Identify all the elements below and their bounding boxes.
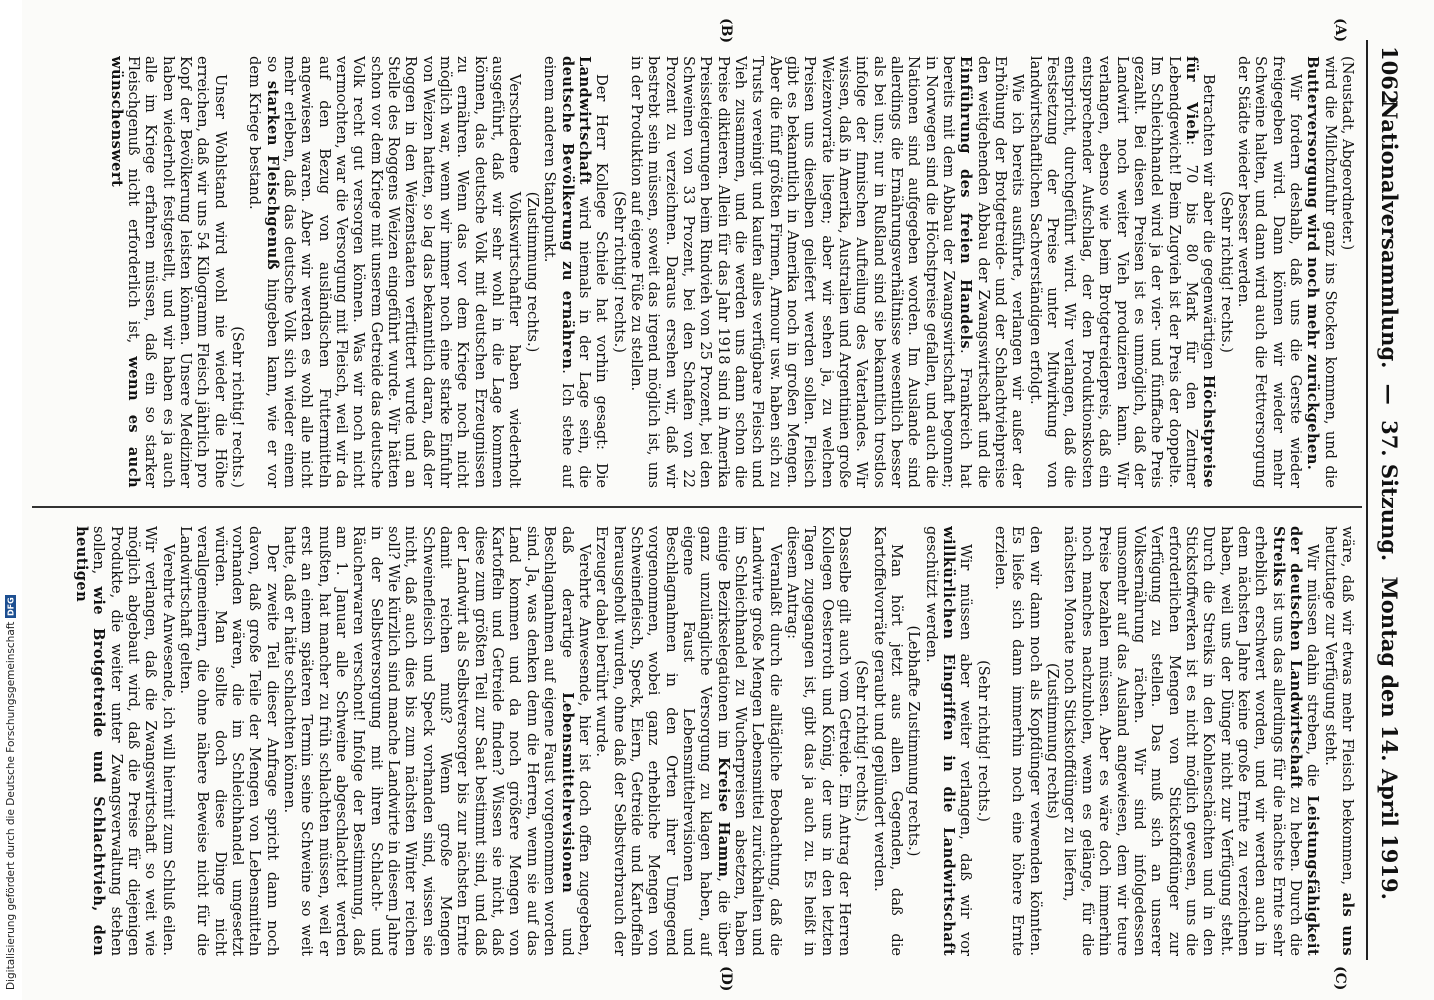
- paragraph: [107, 56, 228, 488]
- interjection: (Sehr richtig! rechts.): [229, 326, 246, 488]
- header-title-assembly: Nationalversammlung.: [1377, 100, 1402, 369]
- header-title-date: Montag den 14. April 1919.: [1377, 576, 1402, 900]
- paragraph: [281, 526, 593, 956]
- text-run: : 70 bis 80 Mark für den Zentner Lebendgewicht! Beim Zugvieh ist der Preis der doppelte. Im Schleichhandel wird ja der vier- und fünffache Preis gezahlt. Bei diesen Preisen ist es unmöglich, daß der Landwirt noch weiter Vieh produzieren kann. Wir verlangen, ebenso wie beim Brotgetreidepreis, daß ein entsprechender Aufschlag, der den Produktionskosten entspricht, durchgeführt wird. Wir verlangen, daß die Festsetzung der Preise unter Mitwirkung von landwirtschaftlichen Sachverständigen erfolgt.: [1026, 56, 1200, 488]
- text-run: geschützt werden.: [922, 526, 940, 663]
- text-run: wäre, daß wir etwas mehr Fleisch bekommen,: [1339, 526, 1356, 893]
- margin-mark-b: (B): [718, 18, 734, 44]
- interjection: (Zustimmung rechts.): [523, 191, 541, 353]
- interjection: (Lebhafte Zustimmung rechts.): [905, 625, 923, 857]
- text-run: und Beschlagnahmen auf eigene Faust vorgenommen worden sind. Ja, was denken denn die Herren, wenn sie auf das Land kommen und da noch größere Mengen von Kartoffeln und Getreide finden? Wissen sie nicht, daß diese zum größten Teil zur Saat bestimmt sind, und daß der Landwirt als Selbstversorger bis zur nächsten Ernte damit reichen muß? Wenn große Mengen Schweinefleisch und Speck vorhanden sind, wissen sie nicht, daß auch dies bis zum nächsten Winter reichen soll? Wie kürzlich sind manche Landwirte in diesem Jahre in der Selbstversorgung mit ihren Schlacht- und Räucherwaren verschont! Infolge der Bestimmung, daß am 1. Januar alle Schweine abgeschlachtet werden mußten, hat mancher zu früh schlachten müssen, weil er erst an einem späteren Termin seine Schweine so weit hatte, daß er hätte schlachten können.: [281, 526, 576, 956]
- digitization-note: [0, 10, 22, 990]
- text-run: Verehrte Anwesende, ich will hiermit zum Schluß eilen. Wir verlangen, daß die Zwangswirtschaft so weit wie möglich abgebaut wird, daß die Preise für diejenigen Produkte, die weiter unter Zwangsverwaltung stehen sollen,: [90, 526, 177, 956]
- text-run: Wir müssen dahin streben, die: [1304, 544, 1322, 796]
- page-number: 1062: [1377, 46, 1402, 105]
- interjection: (Sehr richtig! rechts.): [974, 660, 992, 822]
- interjection: (Zustimmung rechts): [1044, 663, 1062, 819]
- text-run: Wie ich bereits ausführte, verlangen wir außer der Erhöhung der Brotgetreide- und der Schlachtviehpreise den weitgehenden Abbau der Zwangswirtschaft und die: [974, 56, 1027, 488]
- margin-mark-a: (A): [1332, 18, 1348, 43]
- header-title: [1377, 40, 1402, 960]
- right-column: [36, 526, 1356, 956]
- header-dash: —: [1377, 383, 1402, 405]
- interjection: (Sehr richtig! rechts.): [853, 660, 871, 822]
- emphasis: Landwirtschaft: [575, 56, 593, 185]
- running-head: [1366, 40, 1410, 960]
- paragraph: [1321, 526, 1356, 956]
- dfg-logo: DFG: [6, 596, 16, 616]
- column-divider: [32, 506, 1362, 508]
- emphasis: willkürlichen Eingriffen in die Landwirtschaft: [940, 526, 958, 956]
- speaker-note: (Neustadt, Abgeordneter.): [1339, 56, 1356, 251]
- emphasis: wenn es auch wünschenswert: [107, 56, 142, 488]
- text-run: Der Herr Kollege Schiele hat vorhin gesagt: Die: [593, 74, 611, 488]
- text-run: Verehrte Anwesende, hier ist doch offen zugegeben, daß derartige: [558, 526, 593, 956]
- text-run: heutzutage zur Verfügung steht.: [1321, 526, 1339, 766]
- emphasis: Höchstpreise für Vieh: [1182, 56, 1218, 488]
- text-run: wird die Milchzufuhr ganz ins Stocken kommen, und die: [1321, 56, 1339, 488]
- emphasis: als uns: [1339, 892, 1356, 956]
- digitization-credit: Digitalisierung gefördert durch die Deutsche Forschungsgemeinschaft: [5, 621, 17, 990]
- emphasis: Streiks: [1269, 526, 1287, 587]
- emphasis: starken Fleischgenuß: [263, 80, 281, 271]
- text-run: . Frankreich hat bereits mit dem Abbau der Zwangswirtschaft begonnen; in Norwegen sind die Höchstpreise gefallen, und auch die Nationen sind aufgegeben worden. Im Auslande sind allerdings die Ernährungsverhältnisse wesentlich besser als bei uns; nur in Rußland sind sie bekanntlich trostlos infolge der finnischen Aufteilung des Vaterlandes. Wir wissen, daß in Amerika, Australien und Argentinien große Weizenvorräte liegen; aber wir sehen ja, zu welchen Preisen uns dieselben geliefert werden sollen. Fleisch gibt es bekanntlich in Amerika noch in großen Mengen. Aber die fünf größten Firmen, Armour usw. haben sich zu Trusts vereinigt und kaufen alles verfügbare Fleisch und Vieh zusammen, und die werden uns dann schon die Preise diktieren. Allein für das Jahr 1918 sind in Amerika Preissteigerungen beim Rindvieh von 25 Prozent, bei den Schweinen von 33 Prozent, bei den Schafen von 22 Prozent zu verzeichnen. Daraus ersehen wir, daß wir bestrebt sein müssen, soweit das irgend möglich ist, uns in der Produktion auf eigene Füße zu stellen.: [627, 56, 975, 488]
- emphasis: Lebensmittelrevisionen: [558, 692, 576, 894]
- quoted-motion: [593, 526, 784, 956]
- left-column: [36, 56, 1356, 488]
- paragraph: [541, 56, 610, 488]
- interjection: (Sehr richtig! rechts.): [1217, 191, 1235, 353]
- text-run: , die über ganz unzulängliche Versorgung zu klagen haben, auf eigene Faust Lebensmittelrevisionen und Beschlagnahmen in den Orten ihrer Umgegend vorgenommen, wobei ganz erhebliche Mengen von Schweinefleisch, Speck, Eiern, Getreide und Kartoffeln herausgeholt wurden, ohne daß der Selbstverbrauch der Erzeuger dabei berührt wurde.: [593, 526, 732, 956]
- paragraph: [246, 56, 524, 488]
- paragraph: [1304, 56, 1339, 488]
- text-run: hingeben kann, wie er vor dem Kriege bestand.: [246, 56, 281, 488]
- paragraph: [922, 526, 974, 956]
- emphasis: Leistungsfähigkeit der deutschen Landwirtschaft: [1286, 526, 1322, 956]
- paragraph: [628, 56, 1027, 488]
- margin-mark-c: (C): [1332, 966, 1348, 991]
- header-title-session: 37. Sitzung.: [1377, 420, 1402, 562]
- text-run: ist uns das allerdings für die nächste Ernte sehr erheblich erschwert worden, und wir werden auch in dem nächsten Jahre keine große Ernte zu verzeichnen haben, weil uns der Dünger nicht zur Verfügung steht. Durch die Streiks in den Kohlenschächten und in den Stickstoffwerken ist es nicht möglich gewesen, uns die erforderlichen Mengen von Stickstoffdünger zur Verfügung zu stellen. Das muß sich an unserer Volksernährung rächen. Wir sind infolgedessen umsomehr auf das Ausland angewiesen, dem wir teure Preise bezahlen müssen. Aber es wäre doch immerhin noch manches nachzuholen, wenn es gelänge, für die nächsten Monate noch Stickstoffdünger zu liefern,: [1061, 526, 1287, 956]
- text-run: Unser Wohlstand wird wohl nie wieder die Höhe erreichen, daß wir uns 54 Kilogramm Fleisch jährlich pro Kopf der Bevölkerung leisten können. Unsere Mediziner haben wiederholt festgestellt, und wir haben es ja auch alle im Kriege erfahren müssen, daß ein so starker Fleischgenuß nicht erforderlich ist,: [124, 56, 229, 488]
- digitization-sidebar: [0, 0, 22, 1000]
- text-run: Wir müssen aber weiter verlangen, daß wir vor: [957, 544, 975, 956]
- text-run: . Ich stehe auf einem anderen Standpunkt.: [541, 56, 576, 488]
- paragraph: [1061, 526, 1321, 956]
- emphasis: Einführung des freien Handels: [957, 56, 975, 350]
- emphasis: Butterversorgung wird noch mehr zurückgehen.: [1304, 56, 1322, 471]
- paragraph: [73, 526, 177, 956]
- paragraph: [1026, 56, 1217, 488]
- interjection: (Sehr richtig! rechts.): [610, 191, 628, 353]
- text-run: Betrachten wir aber die gegenwärtigen: [1200, 74, 1218, 375]
- text-run: zu heben. Durch die: [1286, 788, 1304, 956]
- paragraph: Wir fordern deshalb, daß uns die Gerste wieder freigegeben wird. Dann können wir wieder mehr Schweine halten, und dann wird auch die Fettversorgung der Städte wieder besser werden.: [1234, 56, 1304, 488]
- text-run: wird niemals in der Lage sein, die: [575, 184, 593, 488]
- header-rule: [1366, 40, 1368, 960]
- paragraph: den wir dann noch als Kopfdünger verwenden könnten. Es ließe sich dann immerhin noch eine höhere Ernte erzielen.: [992, 526, 1044, 956]
- emphasis: deutsche Bevölkerung zu ernähren: [558, 56, 576, 370]
- text-run: Verschiedene Volkswirtschaftler haben wiederholt ausgeführt, daß wir sehr wohl in die Lage kommen können, das deutsche Volk mit deutschen Erzeugnissen zu ernähren. Wenn das vor dem Kriege noch nicht möglich war, wenn wir immer noch eine starke Einfuhr von Weizen hatten, so lag das bekanntlich daran, daß der Roggen in den Weizenstaaten verfüttert wurde und an Stelle des Roggens Weizen eingeführt wurde. Wir hätten schon vor dem Kriege mit unserem Getreide das deutsche Volk recht gut versorgen können. Was wir noch nicht vermochten, war die Versorgung mit Fleisch, weil wir da auf den Bezug von ausländischen Futtermitteln angewiesen waren. Aber wir werden es wohl alle nicht mehr erleben, daß das deutsche Volk sich wieder einem so: [263, 56, 524, 488]
- paragraph: Dasselbe gilt auch vom Getreide. Ein Antrag der Herren Kollegen Oesterroth und König, der uns in den letzten Tagen zugegangen ist, gibt das ja auch zu. Es heißt in diesem Antrag:: [784, 526, 854, 956]
- paragraph: Man hört jetzt aus allen Gegenden, daß die Kartoffelvorräte geraubt und geplündert werden.: [870, 526, 906, 956]
- paragraph: Der zweite Teil dieser Anfrage spricht dann noch davon, daß große Teile der Mengen von Lebensmitteln vorhanden wären, die im Schleichhandel umgesetzt würden. Man sollte doch diese Dinge nicht verallgemeinern, die ohne nähere Beweise nicht für die Landwirtschaft gelten.: [176, 526, 281, 956]
- emphasis: Kreise Hamm: [714, 757, 732, 878]
- margin-mark-d: (D): [718, 966, 734, 992]
- text-run: Veranlaßt durch die alltägliche Beobachtung, daß die Landwirte große Mengen Lebensmittel zurückhalten und im Schleichhandel zu Wucherpreisen absetzen, haben einige Bezirkselegationen im: [714, 526, 784, 956]
- emphasis: wie Brotgetreide und Schlachtvieh, den heutigen: [72, 526, 108, 956]
